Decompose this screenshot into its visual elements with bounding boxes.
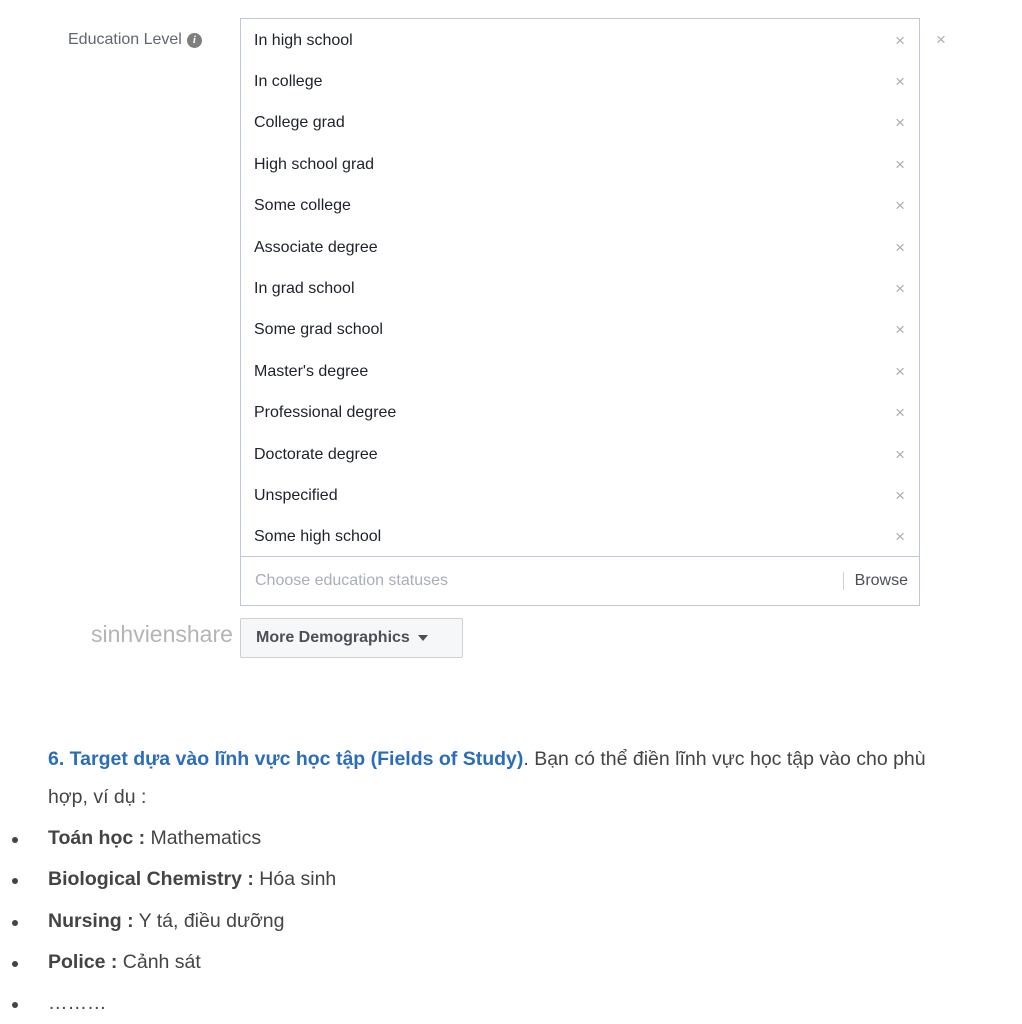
- label-text: Education Level: [68, 31, 182, 48]
- remove-token-icon[interactable]: ×: [895, 30, 905, 50]
- token: [241, 144, 919, 185]
- browse-button[interactable]: Browse: [854, 572, 908, 589]
- list-item: [0, 983, 900, 1024]
- token: [241, 310, 919, 351]
- token: [241, 268, 919, 309]
- token-input-row: [241, 556, 919, 605]
- token-label: In college: [254, 73, 323, 91]
- remove-token-icon[interactable]: ×: [895, 113, 905, 133]
- remove-token-icon[interactable]: ×: [895, 361, 905, 381]
- token-label: Some college: [254, 197, 351, 215]
- list-term: Toán học :: [48, 827, 146, 849]
- token: [241, 227, 919, 268]
- remove-token-icon[interactable]: ×: [895, 237, 905, 257]
- token-label: Master's degree: [254, 362, 369, 380]
- caret-down-icon: [418, 635, 428, 641]
- list-item: [0, 942, 900, 983]
- token: [241, 351, 919, 392]
- token: [241, 186, 919, 227]
- browse-separator: [843, 572, 844, 590]
- token-label: Unspecified: [254, 486, 338, 504]
- list-item: [0, 859, 900, 900]
- token-label: Professional degree: [254, 404, 397, 422]
- list-term: Police :: [48, 950, 118, 973]
- token-label: Doctorate degree: [254, 445, 378, 463]
- education-level-label: [68, 31, 202, 49]
- remove-token-icon[interactable]: ×: [895, 403, 905, 423]
- remove-token-icon[interactable]: ×: [895, 196, 905, 216]
- remove-field-icon[interactable]: ×: [936, 30, 946, 49]
- token-list: [241, 20, 919, 558]
- article-paragraph: [48, 740, 968, 816]
- remove-token-icon[interactable]: ×: [895, 444, 905, 464]
- token-label: In grad school: [254, 280, 355, 298]
- list-item: [0, 901, 900, 942]
- token-label: Some grad school: [254, 321, 383, 339]
- more-demographics-label: More Demographics: [256, 629, 410, 646]
- list-item: [0, 818, 900, 859]
- list-desc: ………: [48, 992, 107, 1015]
- token-label: College grad: [254, 114, 345, 132]
- token-label: Associate degree: [254, 238, 378, 256]
- token-label: In high school: [254, 31, 353, 49]
- list-desc: Mathematics: [145, 827, 262, 849]
- info-icon[interactable]: i: [187, 33, 202, 48]
- token: [241, 434, 919, 475]
- fields-of-study-list: [0, 818, 900, 1024]
- education-status-input[interactable]: [253, 571, 843, 591]
- token: [241, 61, 919, 102]
- list-desc: Cảnh sát: [117, 950, 201, 973]
- list-desc: Y tá, điều dưỡng: [133, 909, 285, 932]
- token: [241, 517, 919, 558]
- list-desc: Hóa sinh: [253, 868, 337, 891]
- section-intro: . Bạn có thể điền lĩnh vực học tập vào cho phù hợp, ví dụ :: [48, 748, 926, 808]
- token: [241, 103, 919, 144]
- token-label: High school grad: [254, 155, 375, 173]
- education-token-box: [240, 18, 920, 606]
- token: [241, 475, 919, 516]
- remove-token-icon[interactable]: ×: [895, 485, 905, 505]
- token-label: Some high school: [254, 528, 382, 546]
- list-term: Biological Chemistry :: [48, 868, 254, 891]
- more-demographics-button[interactable]: [240, 618, 463, 658]
- token: [241, 20, 919, 61]
- section-heading: 6. Target dựa vào lĩnh vực học tập (Fields of Study): [48, 748, 524, 770]
- token: [241, 393, 919, 434]
- watermark: sinhvienshare: [91, 621, 233, 647]
- remove-token-icon[interactable]: ×: [895, 72, 905, 92]
- remove-token-icon[interactable]: ×: [895, 154, 905, 174]
- remove-token-icon[interactable]: ×: [895, 279, 905, 299]
- remove-token-icon[interactable]: ×: [895, 527, 905, 547]
- list-term: Nursing :: [48, 909, 134, 932]
- remove-token-icon[interactable]: ×: [895, 320, 905, 340]
